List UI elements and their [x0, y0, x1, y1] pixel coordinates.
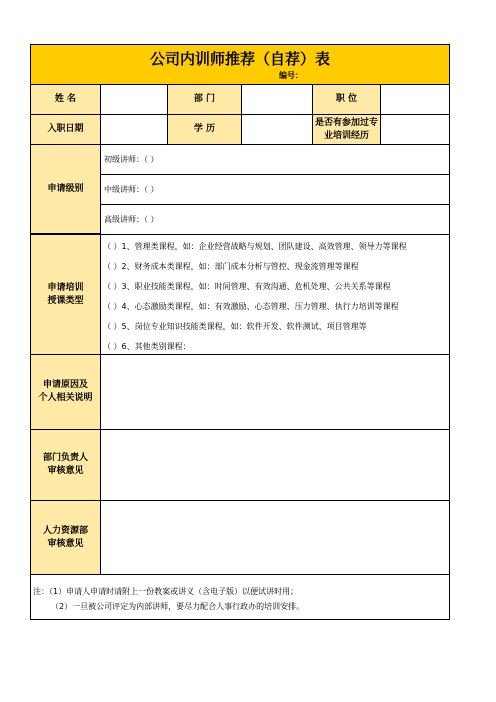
course-option-finance[interactable]: （ ）2、财务成本类课程，如：部门成本分析与管控、现金流管理等课程 [103, 262, 359, 271]
course-option-professional[interactable]: （ ）5、岗位专业知识技能类课程，如：软件开发、软件测试、项目管理等 [103, 322, 367, 331]
level-option-text: 初级讲师：（ ） [104, 155, 159, 164]
reason-label [30, 354, 101, 430]
course-option-skills[interactable]: （ ）3、职业技能类课程，如：时间管理、有效沟通、危机处理、公共关系等课程 [103, 282, 391, 291]
hr-review-field[interactable] [100, 500, 450, 575]
dept-review-label [30, 429, 101, 501]
level-option-intermediate[interactable] [100, 174, 450, 205]
dept-review-label-line1: 部门负责人 [42, 453, 88, 463]
course-type-label-line2: 授课类型 [47, 295, 84, 306]
department-field[interactable] [241, 84, 313, 115]
level-label: 申请级别 [30, 144, 101, 234]
level-option-senior[interactable] [100, 204, 450, 235]
notes-box [30, 574, 450, 620]
hr-review-label-line2: 审核意见 [47, 538, 84, 549]
reason-label-line2: 个人相关说明 [38, 393, 93, 403]
course-option-other[interactable]: （ ）6、其他类别课程： [103, 342, 191, 351]
training-experience-label-line2: 业培训经历 [323, 130, 369, 141]
dept-review-label-line2: 审核意见 [47, 466, 84, 476]
serial-number-label: 编号： [279, 71, 303, 80]
level-option-text: 高级讲师：（ ） [104, 215, 159, 224]
training-experience-label-line1: 是否有参加过专 [314, 117, 378, 128]
course-type-label-line1: 申请培训 [47, 282, 84, 293]
course-option-management[interactable]: （ ）1、管理类课程，如：企业经营战略与规划、团队建设、高效管理、领导力等课程 [103, 242, 407, 251]
position-field[interactable] [380, 84, 450, 115]
title-bar [30, 44, 450, 85]
education-label: 学 历 [167, 114, 242, 145]
course-type-options [100, 234, 450, 355]
level-option-junior[interactable] [100, 144, 450, 175]
course-option-motivation[interactable]: （ ）4、心态激励类课程，如：有效激励、心态管理、压力管理、执行力培训等课程 [103, 302, 399, 311]
name-field[interactable] [100, 84, 168, 115]
level-option-text: 中级讲师：（ ） [104, 185, 159, 194]
reason-label-line1: 申请原因及 [42, 380, 88, 390]
hr-review-label-line1: 人力资源部 [42, 525, 88, 536]
position-label: 职 位 [312, 84, 381, 115]
dept-review-field[interactable] [100, 429, 450, 501]
note-line-2: （2）一旦被公司评定为内部讲师，要尽力配合人事行政办的培训安排。 [51, 602, 305, 611]
hire-date-label: 入职日期 [30, 114, 101, 145]
hr-review-label [30, 500, 101, 575]
reason-field[interactable] [100, 354, 450, 430]
note-line-1: 注：（1）申请人申请时请附上一份教案或讲义（含电子版）以便试讲时用； [33, 587, 299, 596]
department-label: 部 门 [167, 84, 242, 115]
education-field[interactable] [241, 114, 313, 145]
training-experience-label [312, 114, 381, 145]
course-type-label [30, 234, 101, 355]
name-label: 姓 名 [30, 84, 101, 115]
form-title: 公司内训师推荐（自荐）表 [149, 50, 330, 68]
training-experience-field[interactable] [380, 114, 450, 145]
hire-date-field[interactable] [100, 114, 168, 145]
